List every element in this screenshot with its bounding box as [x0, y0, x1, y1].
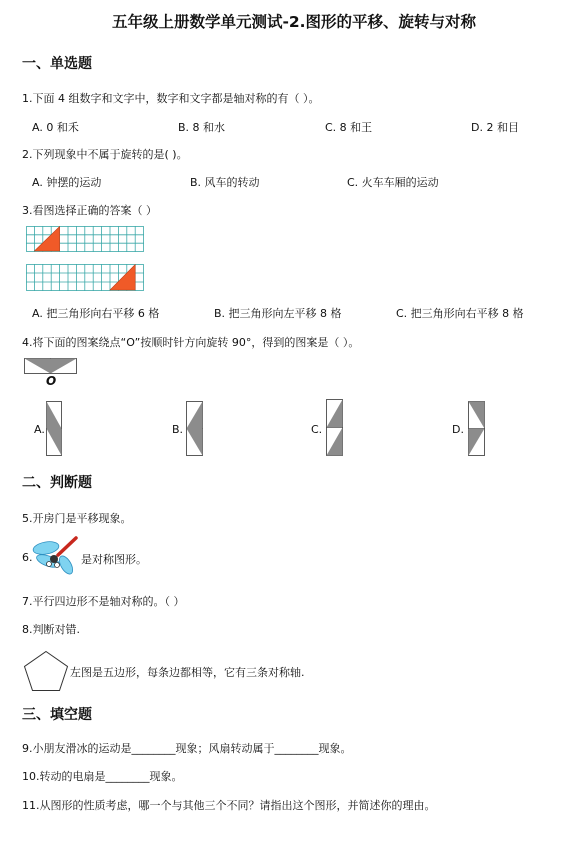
q4-point-o-label: O — [46, 374, 57, 388]
question-5: 5.开房门是平移现象。 — [22, 512, 132, 525]
q1-option-b[interactable]: B. 8 和水 — [178, 121, 226, 134]
question-1: 1.下面 4 组数字和文字中，数字和文字都是轴对称的有（ ）。 — [22, 92, 320, 105]
q4-option-a-figure[interactable] — [46, 401, 62, 456]
q4-option-d-label[interactable]: D. — [452, 423, 464, 436]
question-8-statement: 左图是五边形，每条边都相等，它有三条对称轴. — [70, 666, 305, 679]
question-6-text: 是对称图形。 — [81, 553, 147, 566]
q3-option-b[interactable]: B. 把三角形向左平移 8 格 — [214, 307, 342, 320]
q2-option-c[interactable]: C. 火车车厢的运动 — [347, 176, 439, 189]
section-heading-single-choice: 一、单选题 — [22, 56, 92, 72]
q4-option-c-figure[interactable] — [326, 399, 343, 456]
q3-option-c[interactable]: C. 把三角形向右平移 8 格 — [396, 307, 524, 320]
q3-triangle-after — [110, 265, 135, 291]
q3-grid-after — [26, 264, 144, 291]
q2-option-a[interactable]: A. 钟摆的运动 — [32, 176, 102, 189]
question-3: 3.看图选择正确的答案（ ） — [22, 204, 157, 217]
question-4: 4.将下面的图案绕点“O”按顺时针方向旋转 90°，得到的图案是（ ）。 — [22, 336, 360, 349]
question-8: 8.判断对错. — [22, 623, 80, 636]
question-11: 11.从图形的性质考虑，哪一个与其他三个不同？请指出这个图形，并简述你的理由。 — [22, 799, 436, 812]
q3-grid-before — [26, 226, 144, 252]
dragonfly-icon — [32, 535, 80, 579]
question-7: 7.平行四边形不是轴对称的。（ ） — [22, 595, 185, 608]
question-9: 9.小朋友滑冰的运动是________现象；风扇转动属于________现象。 — [22, 742, 352, 755]
q3-triangle-before — [34, 227, 59, 252]
q4-pattern — [24, 358, 77, 374]
q1-option-c[interactable]: C. 8 和王 — [325, 121, 373, 134]
section-heading-true-false: 二、判断题 — [22, 475, 92, 491]
q4-option-a-label[interactable]: A. — [34, 423, 45, 436]
q1-option-a[interactable]: A. 0 和禾 — [32, 121, 79, 134]
pentagon-shape — [23, 650, 69, 692]
question-2: 2.下列现象中不属于旋转的是( )。 — [22, 148, 188, 161]
q4-option-c-label[interactable]: C. — [311, 423, 323, 436]
q4-option-b-figure[interactable] — [186, 401, 203, 456]
q1-option-d[interactable]: D. 2 和目 — [471, 121, 519, 134]
q3-option-a[interactable]: A. 把三角形向右平移 6 格 — [32, 307, 160, 320]
question-10: 10.转动的电扇是________现象。 — [22, 770, 183, 783]
q4-option-b-label[interactable]: B. — [172, 423, 184, 436]
page-title: 五年级上册数学单元测试-2.图形的平移、旋转与对称 — [111, 13, 477, 31]
q4-option-d-figure[interactable] — [468, 401, 485, 456]
q2-option-b[interactable]: B. 风车的转动 — [190, 176, 260, 189]
section-heading-fill-blank: 三、填空题 — [22, 707, 92, 723]
question-6-number: 6. — [22, 551, 33, 564]
